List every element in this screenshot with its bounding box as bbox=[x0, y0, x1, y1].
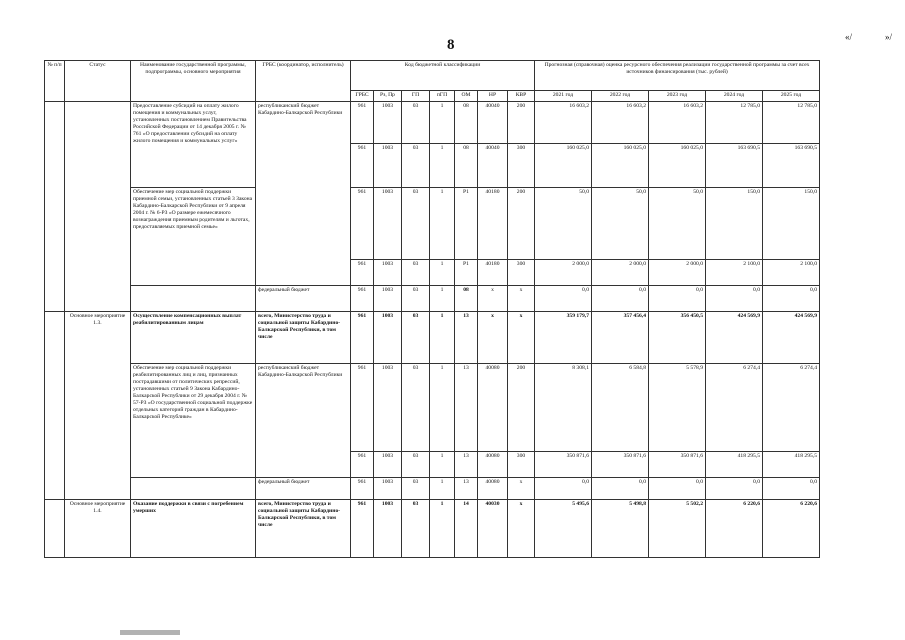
value-cell: 2 000,0 bbox=[592, 260, 649, 286]
value-cell: 12 785,0 bbox=[763, 102, 820, 144]
code-cell: х bbox=[508, 286, 535, 312]
header-num: № п/п bbox=[45, 61, 65, 102]
value-cell: 6 274,4 bbox=[706, 364, 763, 452]
code-cell: 13 bbox=[455, 364, 478, 452]
code-cell: 200 bbox=[508, 102, 535, 144]
value-cell: 50,0 bbox=[592, 188, 649, 260]
value-cell: 359 179,7 bbox=[535, 312, 592, 364]
value-cell: 16 603,2 bbox=[535, 102, 592, 144]
code-cell: х bbox=[478, 312, 508, 364]
code-cell: 961 bbox=[351, 260, 374, 286]
grbs-cell: федеральный бюджет bbox=[256, 478, 351, 500]
bottom-scan-mark bbox=[120, 630, 180, 635]
code-cell: 40080 bbox=[478, 364, 508, 452]
code-cell: х bbox=[508, 312, 535, 364]
code-cell: 961 bbox=[351, 188, 374, 260]
table-row bbox=[45, 364, 820, 452]
grbs-cell: федеральный бюджет bbox=[256, 286, 351, 312]
code-cell: 03 bbox=[402, 478, 430, 500]
grbs-cell: всего, Министерство труда и социальной защиты Кабардино-Балкарской Республики, в том числе bbox=[256, 500, 351, 558]
code-cell: 13 bbox=[455, 452, 478, 478]
header-code: пГП bbox=[430, 91, 455, 102]
code-cell: 03 bbox=[402, 188, 430, 260]
code-cell: 03 bbox=[402, 260, 430, 286]
value-cell: 6 584,8 bbox=[592, 364, 649, 452]
code-cell: 08 bbox=[455, 144, 478, 188]
value-cell: 350 871,6 bbox=[592, 452, 649, 478]
code-cell: 1 bbox=[430, 500, 455, 558]
code-cell: 03 bbox=[402, 144, 430, 188]
code-cell: 961 bbox=[351, 312, 374, 364]
header-row bbox=[45, 61, 820, 91]
code-cell: 40030 bbox=[478, 500, 508, 558]
value-cell: 12 785,0 bbox=[706, 102, 763, 144]
header-forecast: Прогнозная (справочная) оценка ресурсного обеспечения реализации государственной программы за счет всех источников финансирования (тыс. рублей) bbox=[535, 61, 820, 91]
value-cell: 424 569,9 bbox=[763, 312, 820, 364]
value-cell: 418 295,5 bbox=[706, 452, 763, 478]
table-row bbox=[45, 286, 820, 312]
code-cell: 1 bbox=[430, 478, 455, 500]
value-cell: 356 450,5 bbox=[649, 312, 706, 364]
code-cell: 200 bbox=[508, 188, 535, 260]
code-cell: 1 bbox=[430, 312, 455, 364]
code-cell: Р1 bbox=[455, 260, 478, 286]
value-cell: 16 603,2 bbox=[592, 102, 649, 144]
value-cell: 0,0 bbox=[535, 478, 592, 500]
code-cell: 40180 bbox=[478, 260, 508, 286]
code-cell: 961 bbox=[351, 286, 374, 312]
status-cell bbox=[65, 102, 131, 312]
code-cell: 1 bbox=[430, 286, 455, 312]
status-cell: Основное мероприятие 1.4. bbox=[65, 500, 131, 558]
value-cell: 5 578,9 bbox=[649, 364, 706, 452]
value-cell: 350 871,6 bbox=[649, 452, 706, 478]
value-cell: 163 690,5 bbox=[763, 144, 820, 188]
code-cell: 40040 bbox=[478, 102, 508, 144]
code-cell: 03 bbox=[402, 500, 430, 558]
page-number: 8 bbox=[447, 37, 455, 53]
code-cell: х bbox=[508, 500, 535, 558]
value-cell: 418 295,5 bbox=[763, 452, 820, 478]
header-code: ГРБС bbox=[351, 91, 374, 102]
code-cell: 14 bbox=[455, 500, 478, 558]
measure-name bbox=[131, 478, 256, 500]
value-cell: 424 569,9 bbox=[706, 312, 763, 364]
num-cell bbox=[45, 102, 65, 312]
value-cell: 8 308,1 bbox=[535, 364, 592, 452]
table-row bbox=[45, 478, 820, 500]
code-cell: 961 bbox=[351, 144, 374, 188]
code-cell: 1003 bbox=[374, 260, 402, 286]
value-cell: 2 100,0 bbox=[763, 260, 820, 286]
code-cell: 1003 bbox=[374, 188, 402, 260]
value-cell: 2 100,0 bbox=[706, 260, 763, 286]
value-cell: 6 220,6 bbox=[706, 500, 763, 558]
resource-table bbox=[44, 60, 820, 558]
corner-mark-right: »/ bbox=[885, 32, 893, 42]
code-cell: 1003 bbox=[374, 286, 402, 312]
code-cell: 961 bbox=[351, 500, 374, 558]
num-cell bbox=[45, 312, 65, 500]
value-cell: 160 025,0 bbox=[649, 144, 706, 188]
code-cell: 1003 bbox=[374, 364, 402, 452]
code-cell: 1003 bbox=[374, 312, 402, 364]
value-cell: 160 025,0 bbox=[535, 144, 592, 188]
value-cell: 0,0 bbox=[535, 286, 592, 312]
grbs-cell: республиканский бюджет Кабардино-Балкарской Республики bbox=[256, 364, 351, 478]
code-cell: 1 bbox=[430, 260, 455, 286]
measure-name: Осуществление компенсационных выплат реабилитированным лицам bbox=[131, 312, 256, 364]
value-cell: 0,0 bbox=[706, 286, 763, 312]
table-row bbox=[45, 188, 820, 260]
header-grbs: ГРБС (координатор, исполнитель) bbox=[256, 61, 351, 102]
value-cell: 6 274,4 bbox=[763, 364, 820, 452]
header-year: 2024 год bbox=[706, 91, 763, 102]
code-cell: 08 bbox=[455, 286, 478, 312]
code-cell: 40180 bbox=[478, 188, 508, 260]
code-cell: 08 bbox=[455, 102, 478, 144]
num-cell bbox=[45, 500, 65, 558]
code-cell: 961 bbox=[351, 102, 374, 144]
value-cell: 6 220,6 bbox=[763, 500, 820, 558]
code-cell: Р1 bbox=[455, 188, 478, 260]
code-cell: 03 bbox=[402, 364, 430, 452]
code-cell: 03 bbox=[402, 312, 430, 364]
value-cell: 2 000,0 bbox=[535, 260, 592, 286]
measure-name bbox=[131, 286, 256, 312]
value-cell: 0,0 bbox=[763, 286, 820, 312]
code-cell: 961 bbox=[351, 478, 374, 500]
code-cell: 13 bbox=[455, 312, 478, 364]
table-row bbox=[45, 312, 820, 364]
code-cell: 1003 bbox=[374, 144, 402, 188]
value-cell: 50,0 bbox=[535, 188, 592, 260]
value-cell: 0,0 bbox=[592, 286, 649, 312]
measure-name: Предоставление субсидий на оплату жилого помещения и коммунальных услуг, установленных постановлением Правительства Российской Федерации от 14 декабря 2005 г. № 761 «О предоставлении субсидий на оплату жилого помещения и коммунальных услуг» bbox=[131, 102, 256, 188]
header-code: ОМ bbox=[455, 91, 478, 102]
header-name: Наименование государственной программы, подпрограммы, основного мероприятия bbox=[131, 61, 256, 102]
header-budget-code: Код бюджетной классификации bbox=[351, 61, 535, 91]
header-code: ГП bbox=[402, 91, 430, 102]
grbs-cell: всего, Министерство труда и социальной защиты Кабардино-Балкарской Республики, в том числе bbox=[256, 312, 351, 364]
value-cell: 160 025,0 bbox=[592, 144, 649, 188]
code-cell: 1 bbox=[430, 452, 455, 478]
value-cell: 150,0 bbox=[706, 188, 763, 260]
status-cell: Основное мероприятие 1.3. bbox=[65, 312, 131, 500]
code-cell: х bbox=[508, 478, 535, 500]
code-cell: 03 bbox=[402, 102, 430, 144]
code-cell: 03 bbox=[402, 452, 430, 478]
value-cell: 5 502,2 bbox=[649, 500, 706, 558]
code-cell: 1003 bbox=[374, 102, 402, 144]
grbs-cell: республиканский бюджет Кабардино-Балкарской Республики bbox=[256, 102, 351, 286]
code-cell: 1 bbox=[430, 102, 455, 144]
code-cell: х bbox=[478, 286, 508, 312]
value-cell: 357 456,4 bbox=[592, 312, 649, 364]
code-cell: 1003 bbox=[374, 500, 402, 558]
code-cell: 300 bbox=[508, 260, 535, 286]
value-cell: 2 000,0 bbox=[649, 260, 706, 286]
value-cell: 16 603,2 bbox=[649, 102, 706, 144]
value-cell: 5 495,6 bbox=[535, 500, 592, 558]
code-cell: 40080 bbox=[478, 478, 508, 500]
header-year: 2023 год bbox=[649, 91, 706, 102]
measure-name: Оказание поддержки в связи с погребением умерших bbox=[131, 500, 256, 558]
code-cell: 1 bbox=[430, 188, 455, 260]
code-cell: 1 bbox=[430, 364, 455, 452]
header-year: 2025 год bbox=[763, 91, 820, 102]
code-cell: 40040 bbox=[478, 144, 508, 188]
measure-name: Обеспечение мер социальной поддержки реабилитированных лиц и лиц, признанных пострадавшими от политических репрессий, установленных статьей 9 Закона Кабардино-Балкарской Республики от 29 декабря 2004 г. № 57-РЗ «О государственной социальной поддержке отдельных категорий граждан в Кабардино-Балкарской Республике» bbox=[131, 364, 256, 478]
value-cell: 0,0 bbox=[706, 478, 763, 500]
corner-mark-left: «/ bbox=[845, 32, 853, 42]
code-cell: 40080 bbox=[478, 452, 508, 478]
value-cell: 150,0 bbox=[763, 188, 820, 260]
value-cell: 0,0 bbox=[592, 478, 649, 500]
header-code: Рз, Пр bbox=[374, 91, 402, 102]
measure-name: Обеспечение мер социальной поддержки приемной семьи, установленных статьей 3 Закона Кабардино-Балкарской Республики от 9 апреля 2004 г. № 6-РЗ «О размере ежемесячного вознаграждения приемным родителям и льготах, предоставляемых приемной семье» bbox=[131, 188, 256, 286]
table-row bbox=[45, 102, 820, 144]
value-cell: 0,0 bbox=[649, 286, 706, 312]
header-code: КВР bbox=[508, 91, 535, 102]
code-cell: 13 bbox=[455, 478, 478, 500]
code-cell: 1003 bbox=[374, 452, 402, 478]
value-cell: 350 871,6 bbox=[535, 452, 592, 478]
value-cell: 5 498,8 bbox=[592, 500, 649, 558]
code-cell: 1003 bbox=[374, 478, 402, 500]
code-cell: 961 bbox=[351, 364, 374, 452]
code-cell: 1 bbox=[430, 144, 455, 188]
header-year: 2022 год bbox=[592, 91, 649, 102]
value-cell: 163 690,5 bbox=[706, 144, 763, 188]
value-cell: 0,0 bbox=[649, 478, 706, 500]
code-cell: 961 bbox=[351, 452, 374, 478]
table-row bbox=[45, 500, 820, 558]
value-cell: 0,0 bbox=[763, 478, 820, 500]
code-cell: 03 bbox=[402, 286, 430, 312]
code-cell: 300 bbox=[508, 144, 535, 188]
header-status: Статус bbox=[65, 61, 131, 102]
value-cell: 50,0 bbox=[649, 188, 706, 260]
header-code: НР bbox=[478, 91, 508, 102]
header-year: 2021 год bbox=[535, 91, 592, 102]
code-cell: 300 bbox=[508, 452, 535, 478]
code-cell: 200 bbox=[508, 364, 535, 452]
